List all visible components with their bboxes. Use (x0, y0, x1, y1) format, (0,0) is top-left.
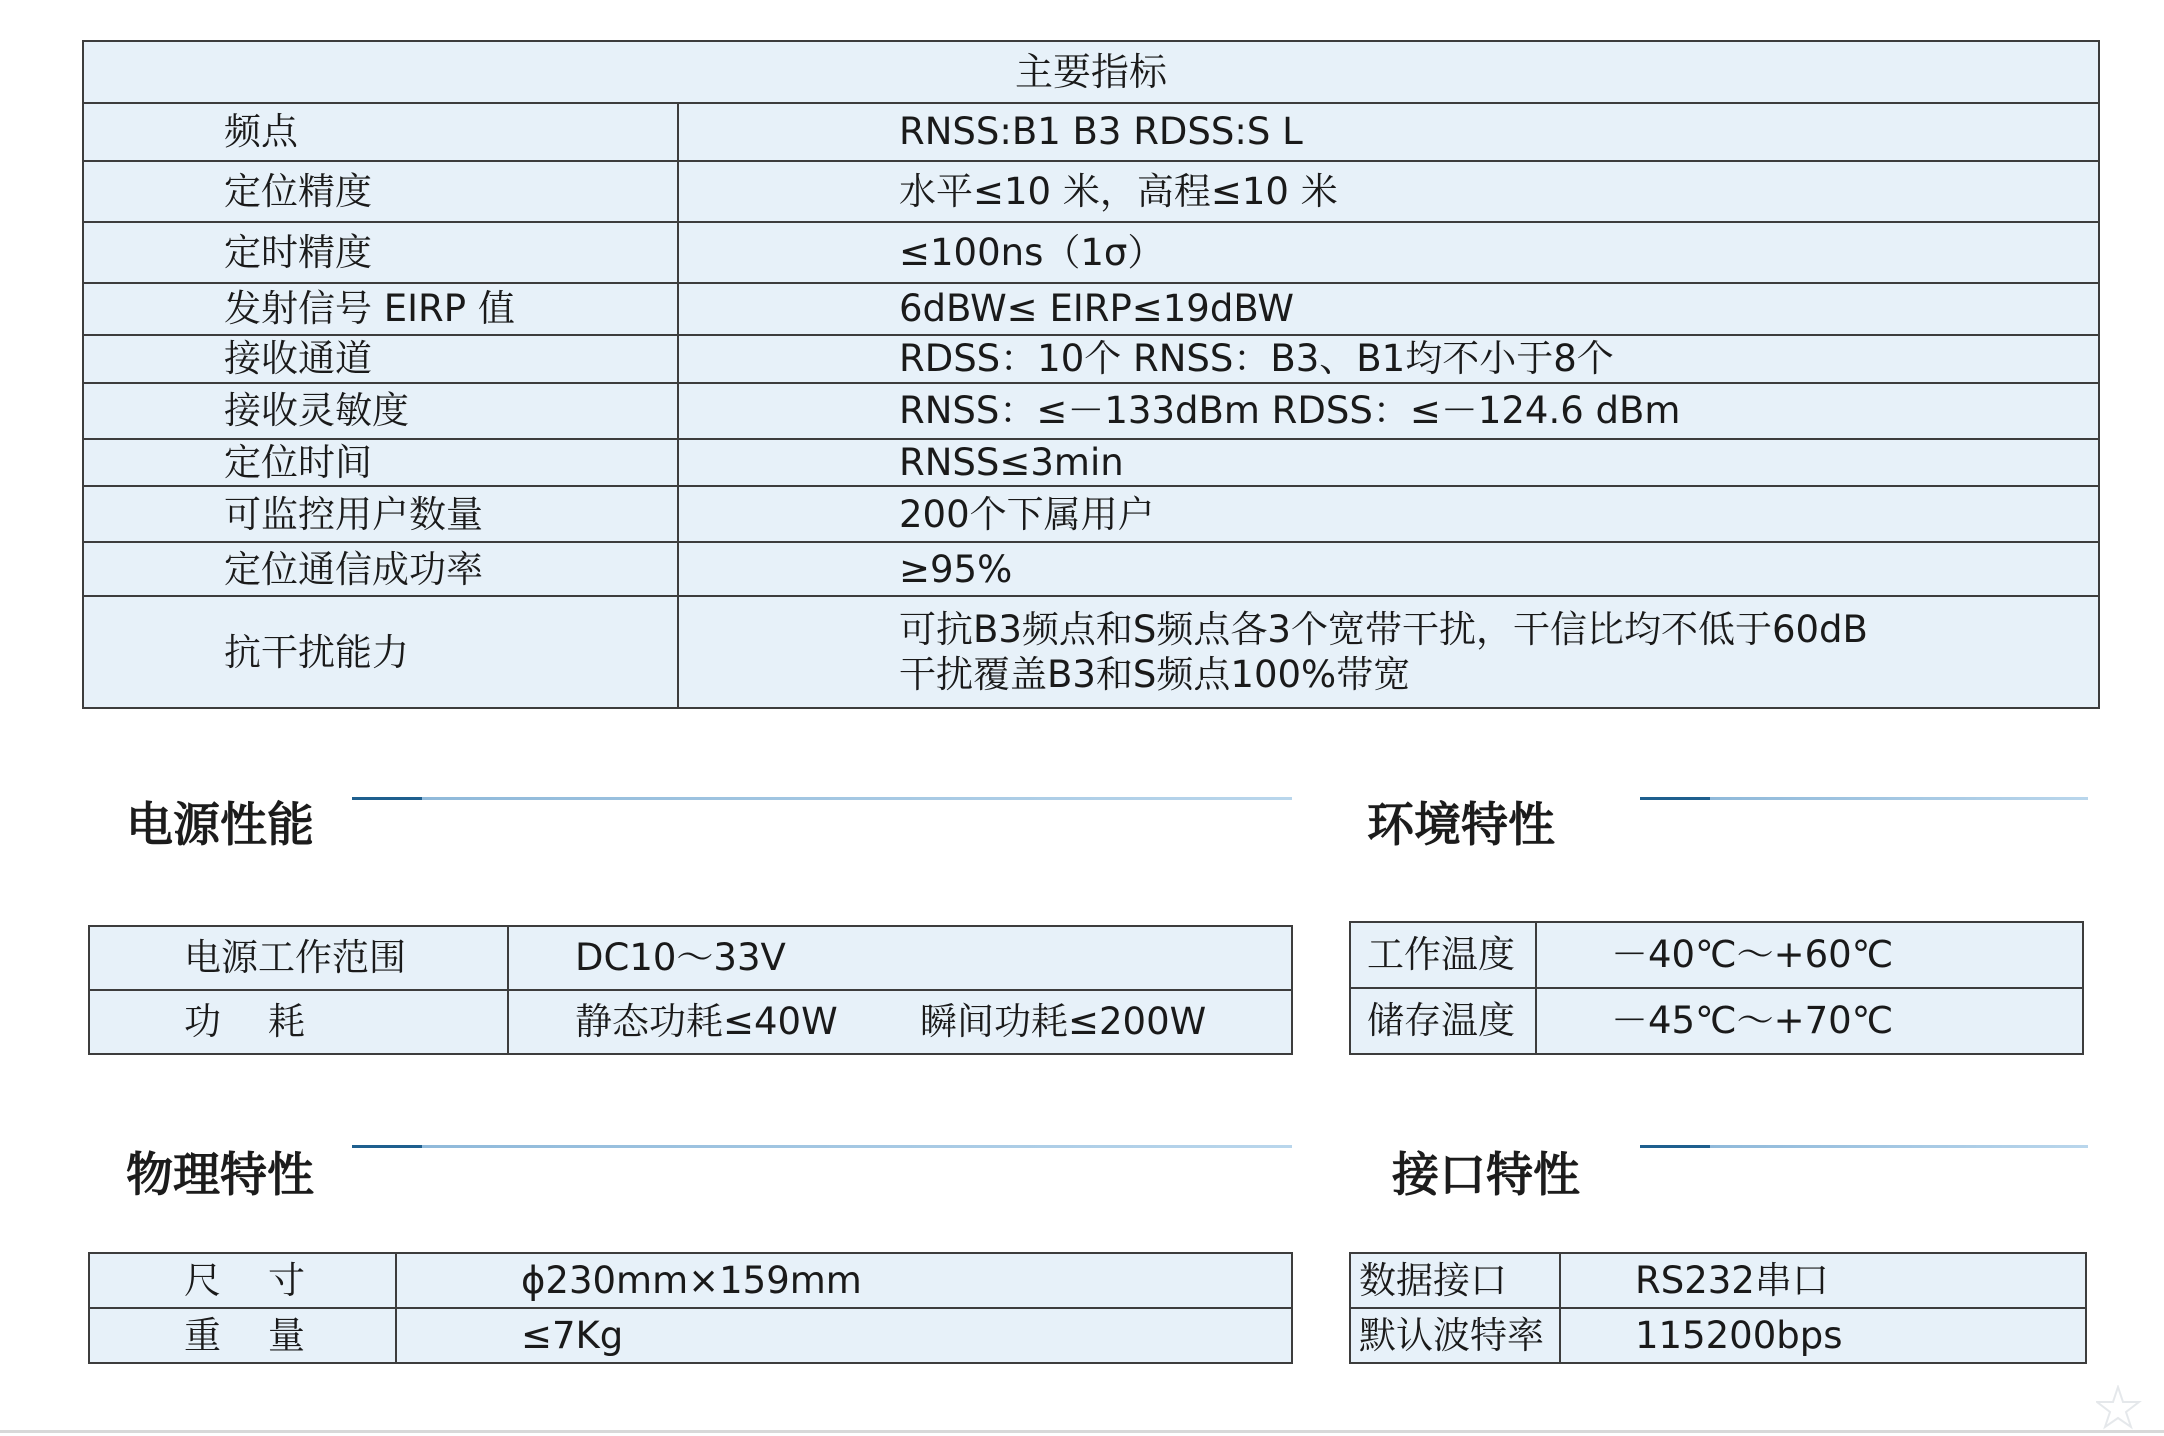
spec-value: 静态功耗≤40W 瞬间功耗≤200W (508, 990, 1292, 1054)
spec-value: 115200bps (1560, 1308, 2086, 1363)
table-row (1350, 988, 2083, 1054)
table-row (83, 596, 2099, 708)
table-row (83, 542, 2099, 596)
anti-jam-line-2: 干扰覆盖B3和S频点100%带宽 (899, 653, 1411, 697)
section-divider (1640, 1145, 2088, 1148)
spec-label: 尺 寸 (89, 1253, 396, 1308)
spec-value: RNSS≤3min (678, 439, 2099, 486)
bottom-rule (0, 1430, 2164, 1433)
main-specs-table (82, 40, 2100, 709)
table-row (1350, 1253, 2086, 1308)
environment-section-title: 环境特性 (1367, 798, 1555, 853)
spec-label: 接收灵敏度 (83, 383, 678, 439)
table-row (83, 383, 2099, 439)
spec-label: 可监控用户数量 (83, 486, 678, 542)
table-row (1350, 1308, 2086, 1363)
spec-label: 频点 (83, 103, 678, 161)
spec-value-multiline (678, 596, 2099, 708)
table-row (83, 103, 2099, 161)
spec-value: ≤100ns（1σ） (678, 222, 2099, 283)
spec-label: 工作温度 (1350, 922, 1536, 988)
spec-value: RNSS：≤－133dBm RDSS：≤－124.6 dBm (678, 383, 2099, 439)
interface-section-title: 接口特性 (1392, 1148, 1580, 1203)
spec-label: 定时精度 (83, 222, 678, 283)
physical-table (88, 1252, 1293, 1364)
spec-label: 定位时间 (83, 439, 678, 486)
spec-label: 接收通道 (83, 335, 678, 383)
spec-value: 6dBW≤ EIRP≤19dBW (678, 283, 2099, 335)
spec-label: 定位精度 (83, 161, 678, 222)
spec-value: ϕ230mm×159mm (396, 1253, 1292, 1308)
section-divider (352, 797, 1292, 800)
table-row (89, 1308, 1292, 1363)
anti-jam-line-1: 可抗B3频点和S频点各3个宽带干扰，干信比均不低于60dB (899, 608, 1868, 651)
spec-label: 数据接口 (1350, 1253, 1560, 1308)
spec-value: RDSS：10个 RNSS：B3、B1均不小于8个 (678, 335, 2099, 383)
main-specs-title: 主要指标 (83, 41, 2099, 103)
spec-label: 电源工作范围 (89, 926, 508, 990)
table-row (83, 486, 2099, 542)
spec-value: －40℃～+60℃ (1536, 922, 2083, 988)
spec-label: 储存温度 (1350, 988, 1536, 1054)
spec-value: ≤7Kg (396, 1308, 1292, 1363)
spec-label: 默认波特率 (1350, 1308, 1560, 1363)
spec-value: DC10～33V (508, 926, 1292, 990)
table-row (1350, 922, 2083, 988)
power-section-title: 电源性能 (126, 798, 314, 853)
environment-table (1349, 921, 2084, 1055)
table-row (83, 222, 2099, 283)
table-row (83, 439, 2099, 486)
power-table (88, 925, 1293, 1055)
star-watermark-icon (2096, 1385, 2156, 1433)
spec-label: 定位通信成功率 (83, 542, 678, 596)
spec-value: ≥95% (678, 542, 2099, 596)
physical-section-title: 物理特性 (126, 1148, 314, 1203)
table-row (89, 990, 1292, 1054)
section-divider (352, 1145, 1292, 1148)
interface-table (1349, 1252, 2087, 1364)
spec-value: －45℃～+70℃ (1536, 988, 2083, 1054)
spec-value: 水平≤10 米，高程≤10 米 (678, 161, 2099, 222)
spec-label: 发射信号 EIRP 值 (83, 283, 678, 335)
table-row (89, 1253, 1292, 1308)
table-row (83, 283, 2099, 335)
table-row (83, 161, 2099, 222)
spec-value: RNSS:B1 B3 RDSS:S L (678, 103, 2099, 161)
section-divider (1640, 797, 2088, 800)
spec-value: RS232串口 (1560, 1253, 2086, 1308)
spec-label: 功 耗 (89, 990, 508, 1054)
table-row (89, 926, 1292, 990)
spec-value: 200个下属用户 (678, 486, 2099, 542)
spec-label: 重 量 (89, 1308, 396, 1363)
spec-label: 抗干扰能力 (83, 596, 678, 708)
table-row (83, 335, 2099, 383)
